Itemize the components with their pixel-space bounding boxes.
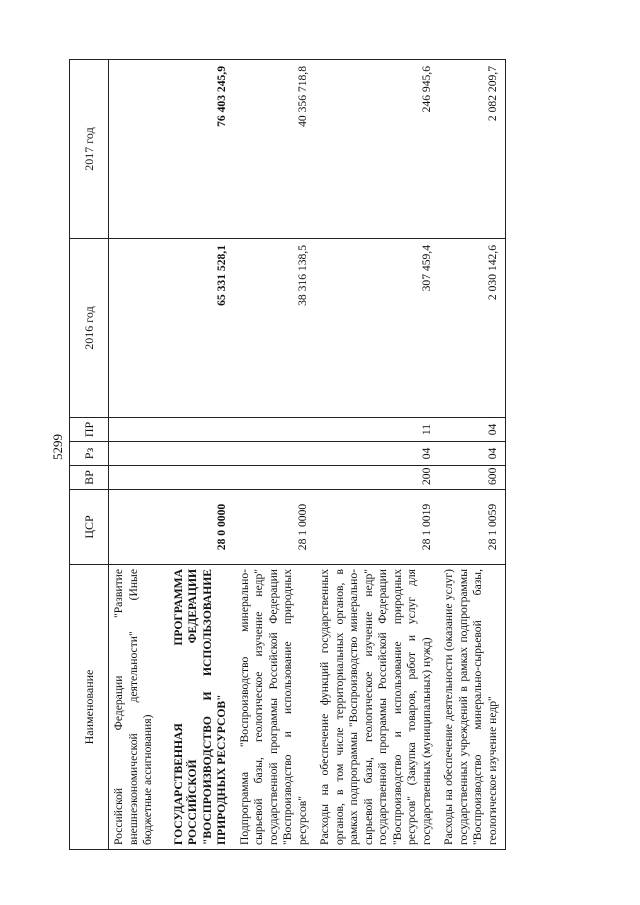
row-name: Расходы на обеспечение деятельности (оказание услуг) государственных учреждений в рамках подпрограммы "Воспроизводство минерально-сырьевой базы, геологическое изучение недр"	[439, 565, 506, 850]
header-vr: ВР	[70, 466, 109, 490]
row-csr	[109, 490, 169, 565]
row-2016: 307 459,4	[315, 239, 439, 418]
row-name: Российской Федерации "Развитие внешнеэкономической деятельности" (Иные бюджетные ассигнования)	[109, 565, 169, 850]
row-pr	[109, 418, 169, 442]
row-pr	[235, 418, 316, 442]
row-vr	[169, 466, 235, 490]
row-name: Подпрограмма "Воспроизводство минерально-сырьевой базы, геологическое изучение недр" государственной программы Российской Федерации "Воспроизводство и использование природных ресурсов"	[235, 565, 316, 850]
row-csr: 28 1 0019	[315, 490, 439, 565]
row-rz: 04	[439, 442, 506, 466]
page-number: 5299	[50, 434, 65, 460]
row-rz	[109, 442, 169, 466]
row-pr	[169, 418, 235, 442]
row-rz: 04	[315, 442, 439, 466]
row-pr: 04	[439, 418, 506, 442]
row-2017	[109, 60, 169, 239]
row-2017: 2 082 209,7	[439, 60, 506, 239]
header-csr: ЦСР	[70, 490, 109, 565]
table-row	[169, 60, 235, 850]
row-csr: 28 0 0000	[169, 490, 235, 565]
row-vr	[109, 466, 169, 490]
row-name: Расходы на обеспечение функций государственных органов, в том числе территориальных органов, в рамках подпрограммы "Воспроизводство минерально-сырьевой базы, геологическое изучение недр" государственной программы Российской Федерации "Воспроизводство и использование природных ресурсов" (Закупка товаров, работ и услуг для государственных (муниципальных) нужд)	[315, 565, 439, 850]
row-2016: 2 030 142,6	[439, 239, 506, 418]
row-2017: 76 403 245,9	[169, 60, 235, 239]
header-rz: Рз	[70, 442, 109, 466]
row-2017: 40 356 718,8	[235, 60, 316, 239]
row-2016: 65 331 528,1	[169, 239, 235, 418]
header-name: Наименование	[70, 565, 109, 850]
row-vr: 600	[439, 466, 506, 490]
row-csr: 28 1 0000	[235, 490, 316, 565]
row-vr	[235, 466, 316, 490]
table-row	[109, 60, 169, 850]
table-header-row	[70, 60, 109, 850]
table-row	[235, 60, 316, 850]
row-csr: 28 1 0059	[439, 490, 506, 565]
table-row	[315, 60, 439, 850]
row-2016	[109, 239, 169, 418]
budget-table	[69, 59, 506, 850]
row-name: ГОСУДАРСТВЕННАЯ ПРОГРАММА РОССИЙСКОЙ ФЕДЕРАЦИИ "ВОСПРОИЗВОДСТВО И ИСПОЛЬЗОВАНИЕ ПРИРОДНЫХ РЕСУРСОВ"	[169, 565, 235, 850]
row-2017: 246 945,6	[315, 60, 439, 239]
row-rz	[235, 442, 316, 466]
header-2016: 2016 год	[70, 239, 109, 418]
row-2016: 38 316 138,5	[235, 239, 316, 418]
row-pr: 11	[315, 418, 439, 442]
header-2017: 2017 год	[70, 60, 109, 239]
table-row	[439, 60, 506, 850]
header-pr: ПР	[70, 418, 109, 442]
row-vr: 200	[315, 466, 439, 490]
rotated-page	[50, 60, 582, 850]
row-rz	[169, 442, 235, 466]
